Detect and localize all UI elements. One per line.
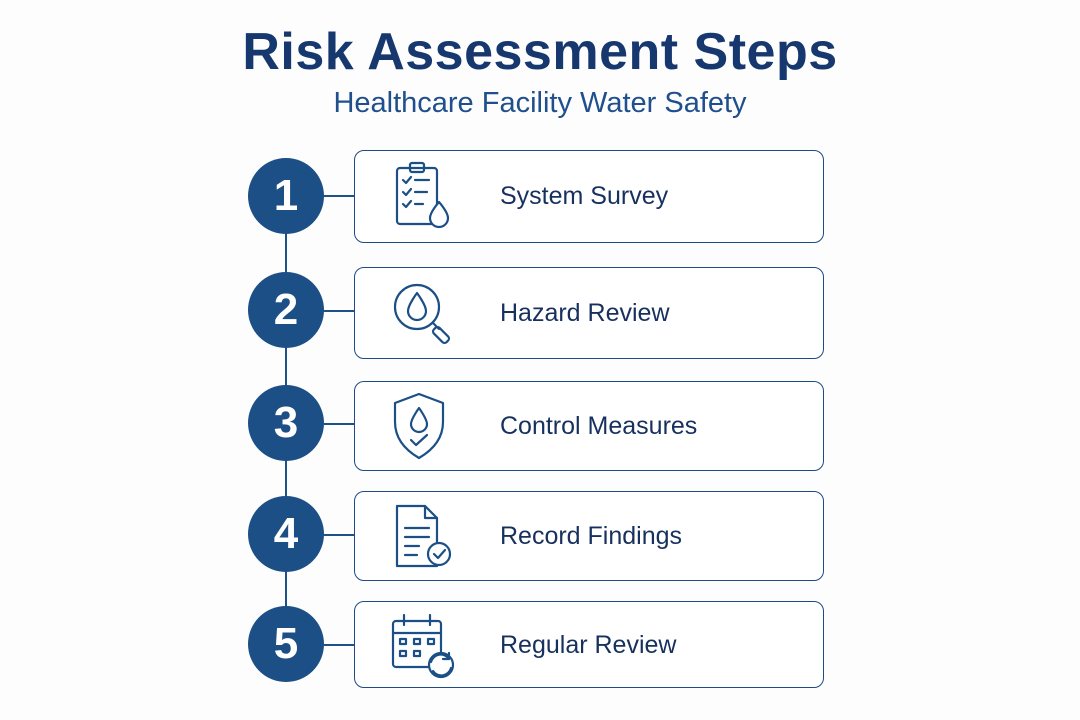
clipboard-checklist-droplet-icon — [385, 158, 461, 234]
magnifier-droplet-icon — [385, 275, 461, 351]
step-card — [354, 267, 824, 359]
step-card — [354, 491, 824, 581]
step-connector — [322, 534, 356, 536]
step-label: Control Measures — [500, 412, 698, 440]
step-number-badge: 1 — [248, 158, 324, 234]
shield-droplet-check-icon — [385, 388, 461, 464]
step-connector — [322, 195, 356, 197]
step-label: Regular Review — [500, 631, 677, 659]
step-label: System Survey — [500, 182, 669, 210]
calendar-refresh-icon — [385, 607, 461, 683]
step-card — [354, 381, 824, 471]
step-connector — [322, 644, 356, 646]
step-number-badge: 5 — [248, 606, 324, 682]
step-connector — [322, 423, 356, 425]
page-title: Risk Assessment Steps — [242, 23, 838, 81]
step-connector — [322, 310, 356, 312]
step-card — [354, 150, 824, 243]
step-number-badge: 4 — [248, 496, 324, 572]
step-number-badge: 3 — [248, 385, 324, 461]
page-subtitle: Healthcare Facility Water Safety — [333, 87, 747, 119]
step-number-badge: 2 — [248, 272, 324, 348]
step-label: Record Findings — [500, 522, 683, 550]
document-check-icon — [385, 498, 461, 574]
step-card — [354, 601, 824, 688]
step-label: Hazard Review — [500, 299, 670, 327]
